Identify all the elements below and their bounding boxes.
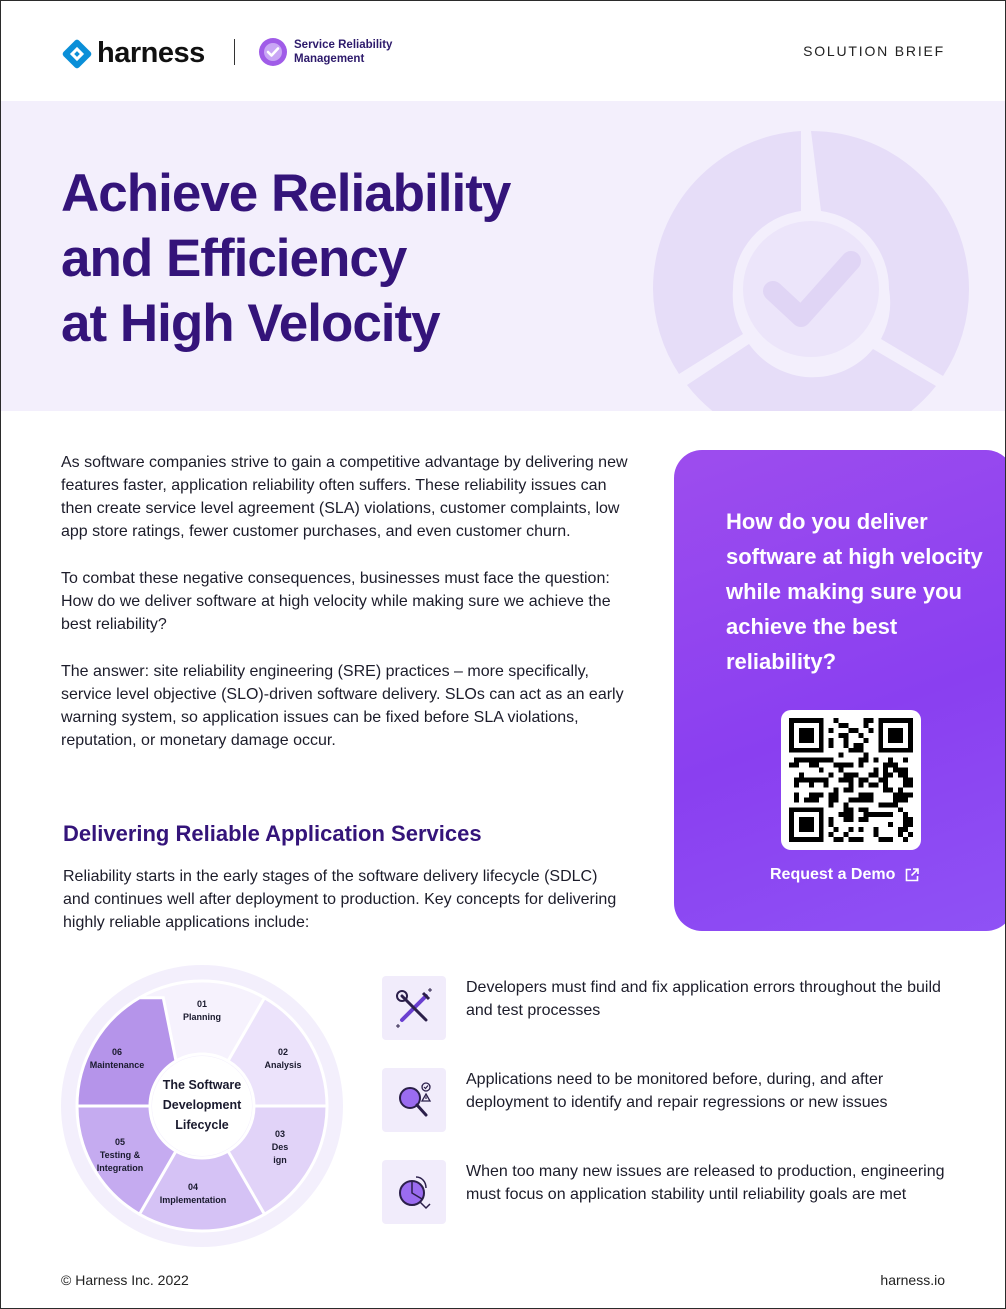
qr-module	[853, 797, 858, 802]
hero-title	[61, 161, 621, 356]
qr-module	[898, 773, 903, 778]
qr-module	[814, 792, 819, 797]
qr-module	[819, 792, 824, 797]
qr-module	[834, 718, 839, 723]
hero-title-line3: at High Velocity	[61, 294, 440, 353]
qr-module	[888, 802, 893, 807]
concept-icon-box	[382, 976, 446, 1040]
qr-module	[858, 837, 863, 842]
wheel-stage-label: 01	[196, 999, 208, 1009]
hero-title-line2: and Efficiency	[61, 229, 407, 288]
qr-module	[814, 797, 819, 802]
harness-logo[interactable]	[61, 37, 205, 70]
qr-module	[863, 792, 868, 797]
qr-module	[863, 718, 868, 723]
qr-module	[883, 763, 888, 768]
qr-module	[794, 778, 799, 783]
wheel-stage-label: 04	[187, 1182, 199, 1192]
wheel-stage-label: 06	[111, 1047, 123, 1057]
qr-module	[849, 812, 854, 817]
qr-module	[849, 817, 854, 822]
qr-finder-module	[799, 817, 814, 832]
qr-module	[893, 792, 898, 797]
reliability-gauge-icon	[651, 129, 971, 411]
product-badge	[258, 37, 392, 67]
qr-module	[868, 792, 873, 797]
qr-module	[863, 778, 868, 783]
qr-module	[844, 733, 849, 738]
qr-finder-module	[799, 728, 814, 743]
intro-paragraph-1: As software companies strive to gain a competitive advantage by delivering new features faster, application reliability often suffers. These reliability issues can then create service level agreement (SLA) violations, customer complaints, low app store ratings, fewer customer purchases, and even customer churn.	[61, 454, 628, 540]
wheel-center-line3: Lifecycle	[175, 1118, 229, 1132]
qr-module	[834, 837, 839, 842]
section-text: Reliability starts in the early stages of the software delivery lifecycle (SDLC) and continues well after deployment to production. Key concepts for delivering highly reliable applications include:	[63, 868, 617, 931]
concept-icon-box	[382, 1068, 446, 1132]
qr-module	[824, 758, 829, 763]
tools-icon	[390, 984, 438, 1032]
qr-module	[903, 792, 908, 797]
qr-module	[903, 817, 908, 822]
qr-module	[868, 797, 873, 802]
qr-module	[903, 837, 908, 842]
qr-module	[858, 817, 863, 822]
qr-module	[794, 763, 799, 768]
qr-module	[819, 778, 824, 783]
qr-module	[849, 827, 854, 832]
doc-type-label: SOLUTION BRIEF	[803, 43, 945, 59]
qr-module	[829, 797, 834, 802]
qr-module	[878, 778, 883, 783]
wheel-stage-label: Analysis	[264, 1060, 302, 1070]
qr-module	[849, 778, 854, 783]
qr-code-icon	[789, 718, 913, 842]
qr-module	[834, 827, 839, 832]
qr-module	[888, 822, 893, 827]
wheel-stage-label: Maintenance	[89, 1060, 145, 1070]
qr-module	[839, 837, 844, 842]
qr-module	[844, 763, 849, 768]
qr-module	[829, 817, 834, 822]
qr-module	[883, 778, 888, 783]
request-demo-label: Request a Demo	[770, 866, 896, 883]
qr-module	[908, 778, 913, 783]
qr-module	[804, 797, 809, 802]
qr-module	[853, 748, 858, 753]
qr-module	[829, 832, 834, 837]
qr-module	[814, 763, 819, 768]
qr-module	[849, 807, 854, 812]
qr-module	[903, 797, 908, 802]
qr-module	[858, 807, 863, 812]
qr-module	[858, 733, 863, 738]
qr-module	[839, 733, 844, 738]
qr-module	[888, 812, 893, 817]
qr-module	[858, 758, 863, 763]
qr-module	[853, 743, 858, 748]
qr-module	[893, 763, 898, 768]
qr-module	[873, 812, 878, 817]
qr-module	[898, 792, 903, 797]
qr-module	[893, 797, 898, 802]
qr-module	[878, 837, 883, 842]
qr-module	[858, 827, 863, 832]
header	[1, 1, 1005, 101]
qr-module	[809, 758, 814, 763]
qr-module	[883, 773, 888, 778]
qr-module	[873, 768, 878, 773]
qr-module	[849, 728, 854, 733]
qr-module	[789, 763, 794, 768]
qr-finder-module	[888, 728, 903, 743]
qr-module	[839, 723, 844, 728]
section-title: Delivering Reliable Application Services	[63, 821, 482, 846]
qr-module	[863, 723, 868, 728]
qr-module	[829, 738, 834, 743]
qr-module	[849, 797, 854, 802]
qr-module	[829, 758, 834, 763]
qr-module	[888, 837, 893, 842]
qr-module	[844, 812, 849, 817]
product-name-line2: Management	[294, 53, 365, 65]
qr-module	[863, 812, 868, 817]
qr-module	[873, 758, 878, 763]
qr-module	[858, 778, 863, 783]
qr-module	[898, 768, 903, 773]
brand-name: harness	[97, 37, 205, 69]
qr-module	[903, 782, 908, 787]
qr-module	[863, 753, 868, 758]
footer-copyright: © Harness Inc. 2022	[61, 1272, 189, 1288]
qr-code[interactable]	[781, 710, 921, 850]
concept-text: Applications need to be monitored before, during, and after deployment to identify and repair regressions or new issues	[466, 1071, 888, 1111]
wheel-center-line2: Development	[162, 1098, 242, 1112]
qr-module	[814, 758, 819, 763]
qr-module	[898, 807, 903, 812]
qr-module	[898, 787, 903, 792]
qr-module	[903, 827, 908, 832]
qr-module	[829, 802, 834, 807]
qr-module	[868, 773, 873, 778]
wheel-stage-label: Testing &	[99, 1150, 141, 1160]
qr-module	[834, 792, 839, 797]
qr-module	[849, 748, 854, 753]
qr-module	[893, 768, 898, 773]
qr-module	[809, 763, 814, 768]
qr-module	[849, 773, 854, 778]
qr-module	[863, 817, 868, 822]
qr-module	[883, 787, 888, 792]
qr-module	[809, 797, 814, 802]
qr-module	[883, 812, 888, 817]
qr-module	[883, 782, 888, 787]
qr-module	[883, 768, 888, 773]
qr-module	[794, 797, 799, 802]
qr-module	[844, 787, 849, 792]
qr-module	[868, 782, 873, 787]
stability-icon	[390, 1168, 438, 1216]
wheel-center-line1: The Software	[162, 1078, 242, 1092]
qr-module	[853, 728, 858, 733]
qr-module	[903, 812, 908, 817]
qr-module	[844, 773, 849, 778]
qr-module	[903, 822, 908, 827]
qr-module	[824, 782, 829, 787]
qr-module	[804, 758, 809, 763]
qr-module	[839, 778, 844, 783]
qr-module	[844, 802, 849, 807]
qr-module	[849, 787, 854, 792]
qr-module	[873, 832, 878, 837]
qr-module	[804, 778, 809, 783]
qr-module	[898, 797, 903, 802]
qr-module	[849, 763, 854, 768]
hero-title-line1: Achieve Reliability	[61, 164, 511, 223]
qr-module	[908, 782, 913, 787]
callout-question: How do you deliver software at high velocity while making sure you achieve the best reliability?	[726, 509, 983, 674]
qr-module	[908, 822, 913, 827]
qr-module	[794, 782, 799, 787]
qr-module	[863, 797, 868, 802]
qr-module	[903, 778, 908, 783]
qr-module	[888, 758, 893, 763]
qr-module	[794, 792, 799, 797]
qr-module	[858, 743, 863, 748]
product-name	[294, 38, 392, 66]
wheel-stage-label: 02	[277, 1047, 289, 1057]
qr-module	[844, 817, 849, 822]
magnifier-alert-icon	[390, 1076, 438, 1124]
qr-module	[863, 738, 868, 743]
qr-module	[858, 792, 863, 797]
demo-callout-card	[674, 450, 1006, 931]
qr-module	[863, 807, 868, 812]
qr-module	[888, 773, 893, 778]
qr-module	[839, 753, 844, 758]
qr-module	[829, 822, 834, 827]
external-link-icon	[905, 868, 919, 882]
harness-logo-icon	[61, 38, 93, 70]
qr-module	[844, 832, 849, 837]
qr-module	[858, 763, 863, 768]
qr-module	[898, 827, 903, 832]
qr-module	[809, 778, 814, 783]
intro-text	[61, 451, 631, 776]
product-name-line1: Service Reliability	[294, 39, 393, 51]
qr-module	[873, 773, 878, 778]
wheel-stage-label: Implementation	[159, 1195, 227, 1205]
qr-module	[849, 837, 854, 842]
qr-module	[908, 792, 913, 797]
qr-module	[878, 802, 883, 807]
qr-module	[844, 778, 849, 783]
qr-module	[819, 768, 824, 773]
qr-module	[839, 812, 844, 817]
qr-module	[908, 832, 913, 837]
wheel-stage-label: 05	[114, 1137, 126, 1147]
qr-module	[844, 723, 849, 728]
intro-paragraph-2: To combat these negative consequences, businesses must face the question: How do we deliver software at high velocity while making sure we achieve the best reliability?	[61, 570, 611, 633]
qr-module	[849, 782, 854, 787]
qr-module	[858, 782, 863, 787]
qr-module	[834, 763, 839, 768]
intro-paragraph-3: The answer: site reliability engineering (SRE) practices – more specifically, service level objective (SLO)-driven software delivery. SLOs can act as an early warning system, so application issues can be fixed before SLA violations, reputation, or monetary damage occur.	[61, 663, 624, 749]
qr-module	[858, 797, 863, 802]
qr-module	[844, 738, 849, 743]
qr-module	[809, 792, 814, 797]
qr-module	[853, 773, 858, 778]
footer-website-link[interactable]: harness.io	[880, 1272, 945, 1288]
wheel-stage-label: Integration	[96, 1163, 144, 1173]
qr-module	[863, 758, 868, 763]
qr-module	[819, 758, 824, 763]
qr-module	[814, 778, 819, 783]
qr-module	[883, 837, 888, 842]
qr-module	[809, 782, 814, 787]
qr-module	[834, 787, 839, 792]
sdlc-wheel-diagram	[61, 965, 343, 1247]
qr-module	[834, 797, 839, 802]
qr-module	[878, 812, 883, 817]
qr-module	[829, 773, 834, 778]
qr-module	[873, 782, 878, 787]
qr-module	[799, 758, 804, 763]
qr-module	[883, 802, 888, 807]
qr-module	[839, 768, 844, 773]
qr-module	[903, 773, 908, 778]
qr-module	[844, 807, 849, 812]
qr-module	[888, 763, 893, 768]
qr-module	[903, 758, 908, 763]
qr-module	[903, 768, 908, 773]
concept-icon-box	[382, 1160, 446, 1224]
qr-module	[853, 837, 858, 842]
hero-banner	[1, 101, 1005, 411]
qr-module	[868, 812, 873, 817]
qr-module	[844, 743, 849, 748]
qr-module	[898, 832, 903, 837]
request-demo-link[interactable]	[770, 866, 919, 884]
qr-module	[888, 787, 893, 792]
concept-text: Developers must find and fix application errors throughout the build and test processes	[466, 979, 941, 1019]
qr-module	[868, 728, 873, 733]
qr-module	[799, 778, 804, 783]
qr-module	[829, 743, 834, 748]
qr-module	[829, 728, 834, 733]
qr-module	[799, 773, 804, 778]
wheel-stage-label: ign	[273, 1155, 287, 1165]
qr-module	[893, 802, 898, 807]
logo-divider	[234, 39, 235, 65]
qr-module	[868, 718, 873, 723]
qr-module	[873, 827, 878, 832]
qr-module	[794, 758, 799, 763]
qr-module	[858, 748, 863, 753]
qr-module	[908, 817, 913, 822]
wheel-stage-label: Des	[271, 1142, 289, 1152]
srm-badge-icon	[258, 37, 288, 67]
wheel-stage-label: 03	[274, 1129, 286, 1139]
qr-module	[824, 778, 829, 783]
qr-module	[839, 763, 844, 768]
wheel-stage-label: Planning	[183, 1012, 221, 1022]
concept-text: When too many new issues are released to production, engineering must focus on application stability until reliability goals are met	[466, 1163, 945, 1203]
qr-module	[829, 792, 834, 797]
